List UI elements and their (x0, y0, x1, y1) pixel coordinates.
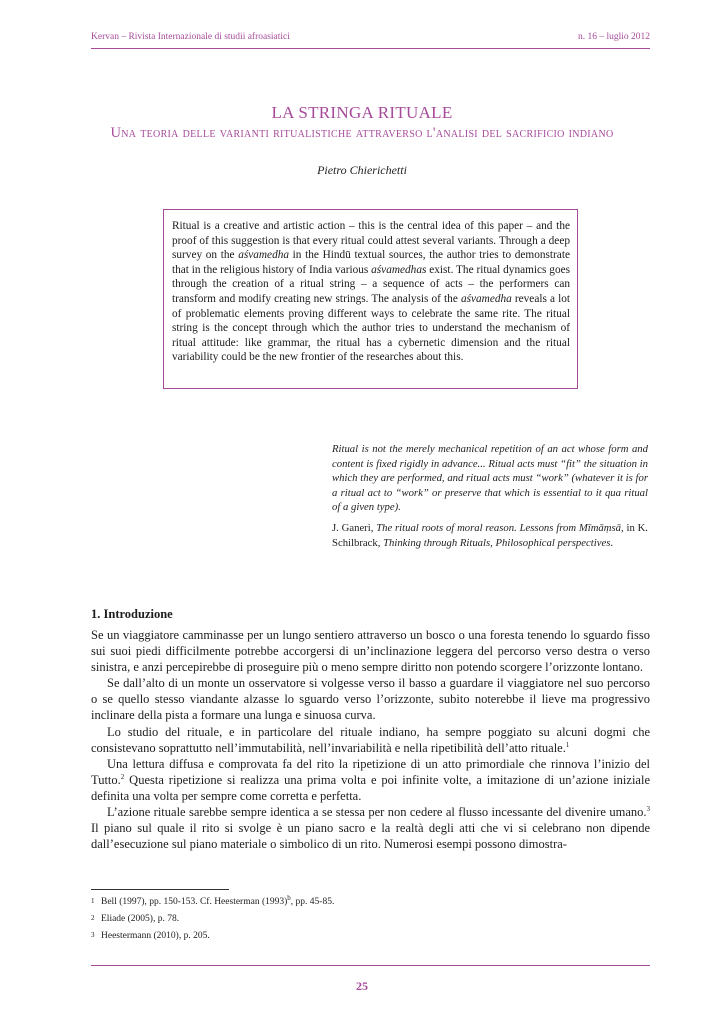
body-paragraph-4-text-b: Questa ripetizione si realizza una prima volta e poi infinite volte, a imitazione di un’azione iniziale definita una volta per sempre come corretta e perfetta. (91, 772, 650, 803)
epigraph-quote: Ritual is not the merely mechanical repetition of an act whose form and content is fixed rigidly in advance... Ritual acts must “fit” the situation in which they are performed, and ritual acts must “work” (whatever it is for a ritual act to “work” or preserve that which is essential to it qua ritual of a given type). (332, 443, 648, 514)
footnote-1 (91, 894, 651, 911)
footer-divider (91, 965, 650, 966)
footnote-2 (91, 911, 651, 928)
body-paragraph-1: Se un viaggiatore camminasse per un lungo sentiero attraverso un bosco o una foresta tenendo lo sguardo fisso sui suoi piedi difficilmente potrebbe accorgersi di un’inclinazione leggera del percorso verso destra o verso sinistra, e anzi percepirebbe di proseguire più o meno sempre diritto non potendo scorgere l’orizzonte lontano. (91, 628, 650, 675)
body-paragraph-4-text-a: Una lettura diffusa e comprovata fa del rito la ripetizione di un atto primordiale che rinnova l’inizio del Tutto. (91, 756, 650, 787)
abstract-term-2: aśvamedhas (371, 263, 427, 276)
epigraph (332, 442, 648, 550)
footnotes (91, 894, 651, 945)
article-subtitle: Una teoria delle varianti ritualistiche attraverso l'analisi del sacrificio indiano (110, 125, 614, 141)
abstract-text (172, 219, 570, 365)
footnote-text: Heestermann (2010), p. 205. (101, 931, 210, 941)
footnote-number: 2 (91, 914, 95, 922)
body-text (91, 627, 650, 852)
body-paragraph-3-text: Lo studio del rituale, e in particolare del rituale indiano, ha sempre poggiato su alcuni dogmi che consistevano soprattutto nell’immutabilità, nell’invariabilità e nella ripetibilità dell’atto rituale. (91, 724, 650, 755)
header-divider (91, 48, 650, 49)
page-number: 25 (356, 979, 368, 993)
article-title: LA STRINGA RITUALE (271, 103, 453, 122)
footnote-text-b: , pp. 45-85. (290, 897, 335, 907)
footnote-number: 3 (91, 931, 95, 939)
footnote-superscript: b (287, 893, 291, 902)
abstract-term-3: aśvamedha (460, 292, 512, 305)
abstract-term-1: aśvamedha (238, 249, 290, 262)
abstract-box (163, 209, 578, 389)
epigraph-source-title-1: The ritual roots of moral reason. Lessons from Mīmāṃsā (376, 521, 621, 534)
body-paragraph-3 (91, 724, 650, 756)
section-heading: 1. Introduzione (91, 607, 173, 621)
footnote-divider (91, 889, 229, 890)
abstract-part-2: in the Hindū textual sources, the author tries to demonstrate that in the religious history of India various (172, 249, 570, 276)
epigraph-source (332, 521, 648, 550)
footnote-ref-1[interactable]: 1 (565, 740, 570, 749)
abstract-part-1: Ritual is a creative and artistic action – this is the central idea of this paper – and the proof of this suggestion is that every ritual could attest several variants. Through a deep survey on the (172, 220, 570, 262)
footnote-ref-3[interactable]: 3 (646, 804, 650, 813)
epigraph-source-title-2: Thinking through Rituals, Philosophical perspectives (383, 536, 611, 549)
body-paragraph-4 (91, 756, 650, 804)
epigraph-source-part-3: . (610, 536, 614, 549)
abstract-part-4: reveals a lot of problematic elements proving different ways to celebrate the same rite. The ritual string is the concept through which the author tries to understand the mechanism of ritual attitude: like grammar, the ritual has a cybernetic dimension and the ritual variability could be the new frontier of the researches about this. (172, 292, 570, 364)
body-paragraph-5 (91, 804, 650, 852)
issue-info: n. 16 – luglio 2012 (577, 32, 650, 42)
article-author: Pietro Chierichetti (317, 163, 407, 177)
journal-name: Kervan – Rivista Internazionale di studii afroasiatici (91, 32, 290, 42)
abstract-part-3: exist. The ritual dynamics goes through the creation of a ritual string – a sequence of acts – the performers can transform and modify creating new strings. The analysis of the (172, 263, 570, 305)
footnote-3 (91, 928, 651, 945)
epigraph-source-part-1: J. Ganeri, (332, 521, 377, 534)
epigraph-source-part-2: , in K. Schilbrack, (332, 521, 648, 549)
footnote-text-a: Bell (1997), pp. 150-153. Cf. Heesterman (1993) (101, 897, 288, 907)
body-paragraph-2: Se dall’alto di un monte un osservatore si volgesse verso il basso a guardare il viaggiatore nel suo percorso o se quello stesso viandante alzasse lo sguardo verso l’orizzonte, subito noterebbe il lieve ma progressivo inclinare della pista a formare una lunga e sinuosa curva. (91, 676, 650, 723)
body-paragraph-5-text-b: Il piano sul quale il rito si svolge è un piano sacro e la realtà degli atti che vi si celebrano non dipende dall’esecuzione sul piano materiale o simbolico di un rito. Numerosi esempi possono dimostra- (91, 821, 650, 852)
footnote-text: Eliade (2005), p. 78. (101, 914, 180, 924)
footnote-ref-2[interactable]: 2 (120, 772, 125, 781)
footnote-number: 1 (91, 897, 95, 905)
body-paragraph-5-text-a: L’azione rituale sarebbe sempre identica a se stessa per non cedere al flusso incessante del divenire umano. (107, 805, 647, 820)
